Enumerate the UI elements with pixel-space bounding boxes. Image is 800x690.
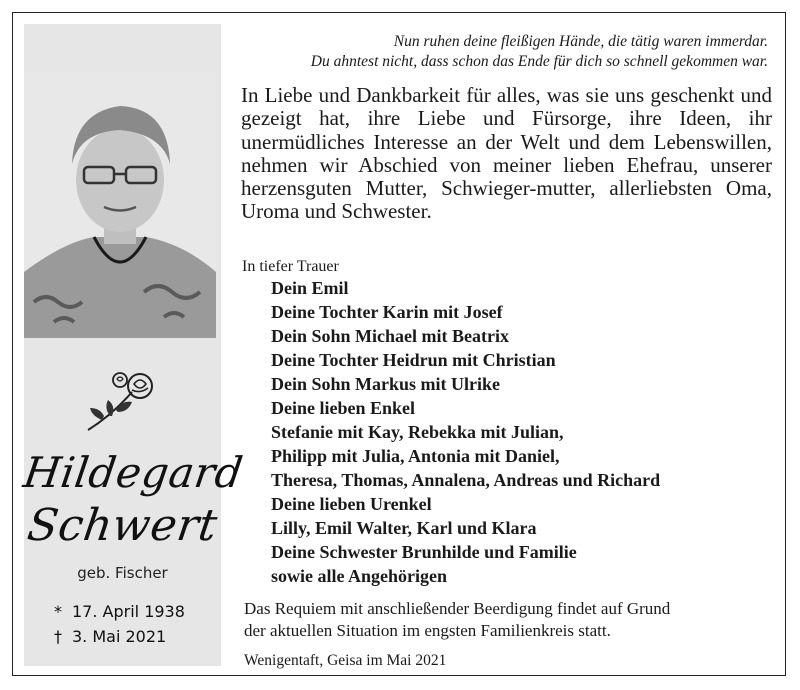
mourner-line: Deine Schwester Brunhilde und Familie [271,542,577,562]
mourner-line: Philipp mit Julia, Antonia mit Daniel, [271,446,560,466]
mourner-line: sowie alle Angehörigen [271,566,447,586]
requiem-notice [244,598,774,642]
deceased-first-name: Hildegard [20,448,247,497]
death-date-row [54,627,166,646]
requiem-line-1: Das Requiem mit anschließender Beerdigung findet auf Grund [244,599,671,618]
mourner-line: Dein Emil [271,278,349,298]
mourner-line: Deine lieben Urenkel [271,494,432,514]
birth-date: 17. April 1938 [72,602,185,621]
death-date: 3. Mai 2021 [72,627,167,646]
place-date: Wenigentaft, Geisa im Mai 2021 [244,652,447,669]
maiden-name: geb. Fischer [77,564,168,582]
mourning-heading: In tiefer Trauer [242,258,339,275]
quote-line-2: Du ahntest nicht, dass schon das Ende für dich so schnell gekommen war. [310,53,768,70]
requiem-line-2: der aktuellen Situation im engsten Familienkreis statt. [244,621,611,640]
mourner-line: Dein Sohn Markus mit Ulrike [271,374,501,394]
mourner-line: Theresa, Thomas, Annalena, Andreas und Richard [271,470,661,490]
deceased-last-name: Schwert [24,500,221,551]
mourner-line: Dein Sohn Michael mit Beatrix [271,326,509,346]
mourner-line: Deine lieben Enkel [271,398,416,418]
quote-block [228,32,768,72]
birth-symbol: * [54,602,62,621]
mourners-list [271,276,660,588]
rose-icon [82,370,162,436]
mourner-line: Deine Tochter Karin mit Josef [271,302,503,322]
cross-icon: † [54,627,62,646]
quote-line-1: Nun ruhen deine fleißigen Hände, die tätig waren immerdar. [393,33,768,50]
intro-paragraph: In Liebe und Dankbarkeit für alles, was sie uns geschenkt und gezeigt hat, ihre Liebe und Fürsorge, ihre Ideen, ihr unermüdliches Interesse an der Welt und dem Lebenswillen, nehmen wir Abschied von meiner lieben Ehefrau, unserer herzensguten Mutter, Schwieger-mutter, allerliebsten Oma, Uroma und Schwester. [241,83,772,224]
mourner-line: Lilly, Emil Walter, Karl und Klara [271,518,537,538]
mourner-line: Stefanie mit Kay, Rebekka mit Julian, [271,422,564,442]
birth-date-row [54,602,185,621]
mourner-line: Deine Tochter Heidrun mit Christian [271,350,556,370]
portrait-photo [24,72,216,338]
